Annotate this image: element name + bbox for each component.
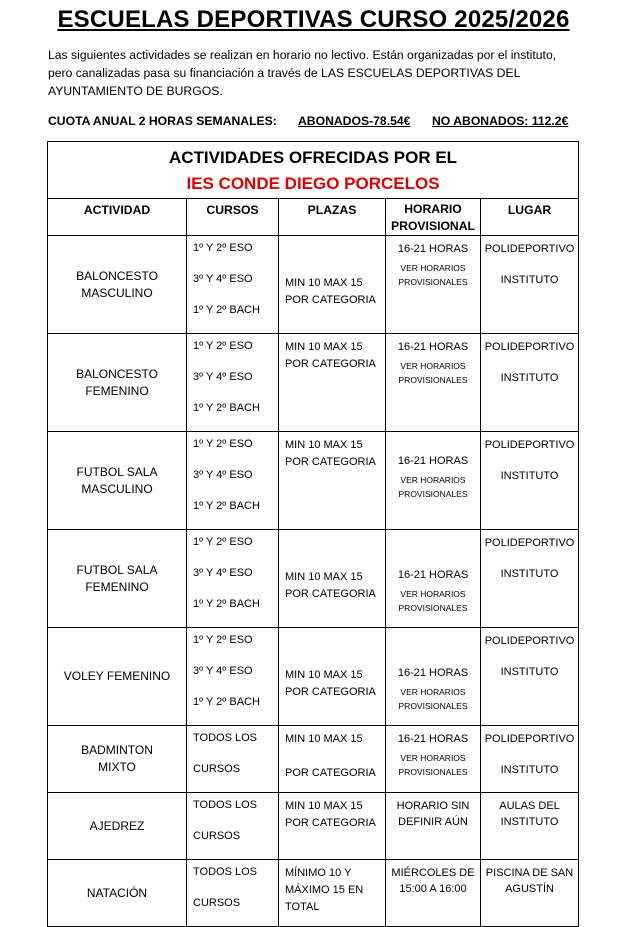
places-cell	[279, 530, 386, 628]
location-cell	[481, 432, 579, 530]
activity-name: BALONCESTO	[76, 268, 158, 283]
location-line: PISCINA DE SAN	[485, 867, 574, 879]
schedule-note: VER HORARIOS	[400, 263, 466, 273]
activity-name: FEMENINO	[85, 579, 149, 594]
activity-cell	[48, 236, 187, 334]
schedule-cell	[386, 334, 481, 432]
course-item: 1º Y 2º BACH	[193, 696, 260, 708]
places-line	[285, 535, 385, 552]
activity-name: BADMINTON	[81, 743, 153, 757]
schedule-line: 16-21 HORAS	[397, 733, 469, 745]
activities-table	[47, 141, 579, 927]
places-cell	[279, 334, 386, 432]
column-header-lugar: LUGAR	[481, 199, 579, 236]
places-cell	[279, 236, 386, 334]
location-line: INSTITUTO	[500, 470, 559, 482]
fee-no-abonados: NO ABONADOS: 112.2€	[432, 114, 569, 128]
table-row	[48, 236, 579, 334]
schedule-note: PROVISIONALES	[398, 767, 468, 777]
course-item: CURSOS	[193, 897, 241, 909]
location-cell	[481, 530, 579, 628]
schedule-line	[386, 649, 480, 665]
places-line: MÍNIMO 10 Y	[285, 867, 352, 879]
course-item: 1º Y 2º ESO	[193, 340, 253, 352]
fee-line	[48, 114, 608, 128]
activity-name: FUTBOL SALA	[76, 562, 158, 577]
course-item: 1º Y 2º ESO	[193, 438, 253, 450]
places-line: MIN 10 MAX 15	[285, 277, 363, 289]
location-line: POLIDEPORTIVO	[484, 537, 575, 549]
places-line: MIN 10 MAX 15	[285, 669, 363, 681]
schedule-line: 16-21 HORAS	[397, 569, 469, 581]
course-item: TODOS LOS	[193, 799, 257, 811]
schedule-note: PROVISIONALES	[398, 489, 468, 499]
course-item: 3º Y 4º ESO	[193, 567, 253, 579]
places-cell	[279, 432, 386, 530]
schedule-line	[386, 437, 480, 453]
activity-name: MASCULINO	[81, 285, 153, 300]
activity-name: NATACIÓN	[86, 885, 148, 900]
places-line: POR CATEGORIA	[285, 817, 376, 829]
activity-name: MIXTO	[98, 760, 136, 774]
schedule-line: DEFINIR AÚN	[398, 816, 468, 828]
location-line: POLIDEPORTIVO	[484, 733, 575, 745]
location-line	[481, 453, 578, 468]
places-line: MIN 10 MAX 15	[285, 733, 363, 745]
page-title: ESCUELAS DEPORTIVAS CURSO 2025/2026	[57, 6, 570, 33]
course-item: CURSOS	[193, 763, 241, 775]
intro-paragraph	[48, 46, 588, 100]
course-item: TODOS LOS	[193, 732, 257, 744]
places-cell	[279, 628, 386, 726]
location-cell	[481, 628, 579, 726]
table-row	[48, 726, 579, 793]
course-item: 1º Y 2º ESO	[193, 242, 253, 254]
courses-cell	[187, 860, 279, 927]
location-line: POLIDEPORTIVO	[484, 439, 575, 451]
schedule-note: VER HORARIOS	[400, 589, 466, 599]
places-line	[285, 241, 385, 258]
activity-cell	[48, 334, 187, 432]
places-line	[285, 650, 385, 667]
column-header-actividad: ACTIVIDAD	[48, 199, 187, 236]
course-item: 1º Y 2º BACH	[193, 304, 260, 316]
table-heading	[48, 142, 579, 199]
courses-cell	[187, 726, 279, 793]
schedule-cell	[386, 860, 481, 927]
schedule-cell	[386, 793, 481, 860]
schedule-line: 16-21 HORAS	[397, 341, 469, 353]
table-heading-line1: ACTIVIDADES OFRECIDAS POR EL	[168, 148, 458, 167]
course-item: TODOS LOS	[193, 866, 257, 878]
schedule-line	[386, 633, 480, 649]
course-item: 1º Y 2º BACH	[193, 598, 260, 610]
activity-cell	[48, 726, 187, 793]
intro-line: pero canalizadas pasa su financiación a través de LAS ESCUELAS DEPORTIVAS DEL	[48, 66, 521, 80]
places-line: MIN 10 MAX 15	[285, 800, 363, 812]
places-line: POR CATEGORIA	[285, 456, 376, 468]
course-item: 1º Y 2º BACH	[193, 500, 260, 512]
places-line: POR CATEGORIA	[285, 294, 376, 306]
location-line	[481, 649, 578, 664]
column-header-horario: HORARIO PROVISIONAL	[386, 199, 481, 236]
schedule-line	[386, 535, 480, 551]
places-line: MIN 10 MAX 15	[285, 341, 363, 353]
schedule-note: PROVISIONALES	[398, 375, 468, 385]
schedule-line: 16-21 HORAS	[397, 243, 469, 255]
schedule-line	[386, 551, 480, 567]
table-row	[48, 334, 579, 432]
location-line	[481, 355, 578, 370]
location-cell	[481, 793, 579, 860]
course-item: 3º Y 4º ESO	[193, 665, 253, 677]
column-header-cursos: CURSOS	[187, 199, 279, 236]
places-line	[285, 633, 385, 650]
schedule-cell	[386, 236, 481, 334]
course-item: 1º Y 2º ESO	[193, 536, 253, 548]
location-line: POLIDEPORTIVO	[484, 341, 575, 353]
intro-line: AYUNTAMIENTO DE BURGOS.	[48, 84, 223, 98]
schedule-line: 15:00 A 16:00	[399, 883, 467, 895]
places-line: POR CATEGORIA	[285, 686, 376, 698]
location-line: POLIDEPORTIVO	[484, 243, 575, 255]
schedule-cell	[386, 530, 481, 628]
course-item: 3º Y 4º ESO	[193, 273, 253, 285]
places-line: POR CATEGORIA	[285, 588, 376, 600]
schedule-note: VER HORARIOS	[400, 687, 466, 697]
activity-name: AJEDREZ	[89, 818, 145, 833]
location-line: INSTITUTO	[500, 372, 559, 384]
location-line: POLIDEPORTIVO	[484, 635, 575, 647]
courses-cell	[187, 236, 279, 334]
location-line: INSTITUTO	[500, 764, 559, 776]
location-line: INSTITUTO	[500, 816, 559, 828]
places-cell	[279, 793, 386, 860]
activity-name: VOLEY FEMENINO	[63, 669, 171, 683]
course-item: 3º Y 4º ESO	[193, 469, 253, 481]
location-cell	[481, 726, 579, 793]
activity-cell	[48, 628, 187, 726]
schedule-cell	[386, 628, 481, 726]
table-row	[48, 793, 579, 860]
schedule-note: PROVISIONALES	[398, 277, 468, 287]
location-line: AULAS DEL	[499, 800, 560, 812]
schedule-note: VER HORARIOS	[400, 361, 466, 371]
intro-line: Las siguientes actividades se realizan en horario no lectivo. Están organizadas por el instituto,	[48, 48, 557, 62]
places-line	[285, 748, 385, 765]
places-cell	[279, 860, 386, 927]
table-row	[48, 530, 579, 628]
location-line: INSTITUTO	[500, 568, 559, 580]
course-item: 1º Y 2º BACH	[193, 402, 260, 414]
courses-cell	[187, 530, 279, 628]
activity-name: FEMENINO	[85, 383, 149, 398]
location-cell	[481, 334, 579, 432]
schedule-cell	[386, 726, 481, 793]
courses-cell	[187, 793, 279, 860]
table-row	[48, 432, 579, 530]
activity-cell	[48, 793, 187, 860]
activity-cell	[48, 432, 187, 530]
courses-cell	[187, 628, 279, 726]
fee-abonados: ABONADOS-78.54€	[298, 114, 411, 128]
activity-name: BALONCESTO	[76, 366, 158, 381]
course-item: 3º Y 4º ESO	[193, 371, 253, 383]
course-item: 1º Y 2º ESO	[193, 634, 253, 646]
schedule-note: PROVISIONALES	[398, 603, 468, 613]
table-row	[48, 628, 579, 726]
location-line: INSTITUTO	[500, 274, 559, 286]
places-line: POR CATEGORIA	[285, 767, 376, 779]
schedule-cell	[386, 432, 481, 530]
places-line: TOTAL	[285, 901, 320, 913]
location-line	[481, 551, 578, 566]
column-header-plazas: PLAZAS	[279, 199, 386, 236]
activity-name: FUTBOL SALA	[76, 464, 158, 479]
courses-cell	[187, 432, 279, 530]
courses-cell	[187, 334, 279, 432]
table-heading-line2: IES CONDE DIEGO PORCELOS	[186, 174, 440, 193]
location-line: AGUSTÍN	[505, 883, 554, 895]
activity-cell	[48, 530, 187, 628]
schedule-line: MIÉRCOLES DE	[391, 867, 475, 879]
places-line	[285, 258, 385, 275]
location-line	[481, 747, 578, 762]
location-line	[481, 257, 578, 272]
activity-cell	[48, 860, 187, 927]
places-cell	[279, 726, 386, 793]
schedule-note: PROVISIONALES	[398, 701, 468, 711]
course-item: CURSOS	[193, 830, 241, 842]
activity-name: MASCULINO	[81, 481, 153, 496]
location-cell	[481, 236, 579, 334]
schedule-line: HORARIO SIN	[396, 800, 470, 812]
schedule-note: VER HORARIOS	[400, 753, 466, 763]
schedule-note: VER HORARIOS	[400, 475, 466, 485]
schedule-line: 16-21 HORAS	[397, 667, 469, 679]
places-line: MÁXIMO 15 EN	[285, 884, 364, 896]
location-cell	[481, 860, 579, 927]
location-line: INSTITUTO	[500, 666, 559, 678]
table-row	[48, 860, 579, 927]
places-line: MIN 10 MAX 15	[285, 571, 363, 583]
schedule-line: 16-21 HORAS	[397, 455, 469, 467]
fee-label: CUOTA ANUAL 2 HORAS SEMANALES:	[48, 114, 277, 128]
places-line: POR CATEGORIA	[285, 358, 376, 370]
places-line	[285, 552, 385, 569]
places-line: MIN 10 MAX 15	[285, 439, 363, 451]
